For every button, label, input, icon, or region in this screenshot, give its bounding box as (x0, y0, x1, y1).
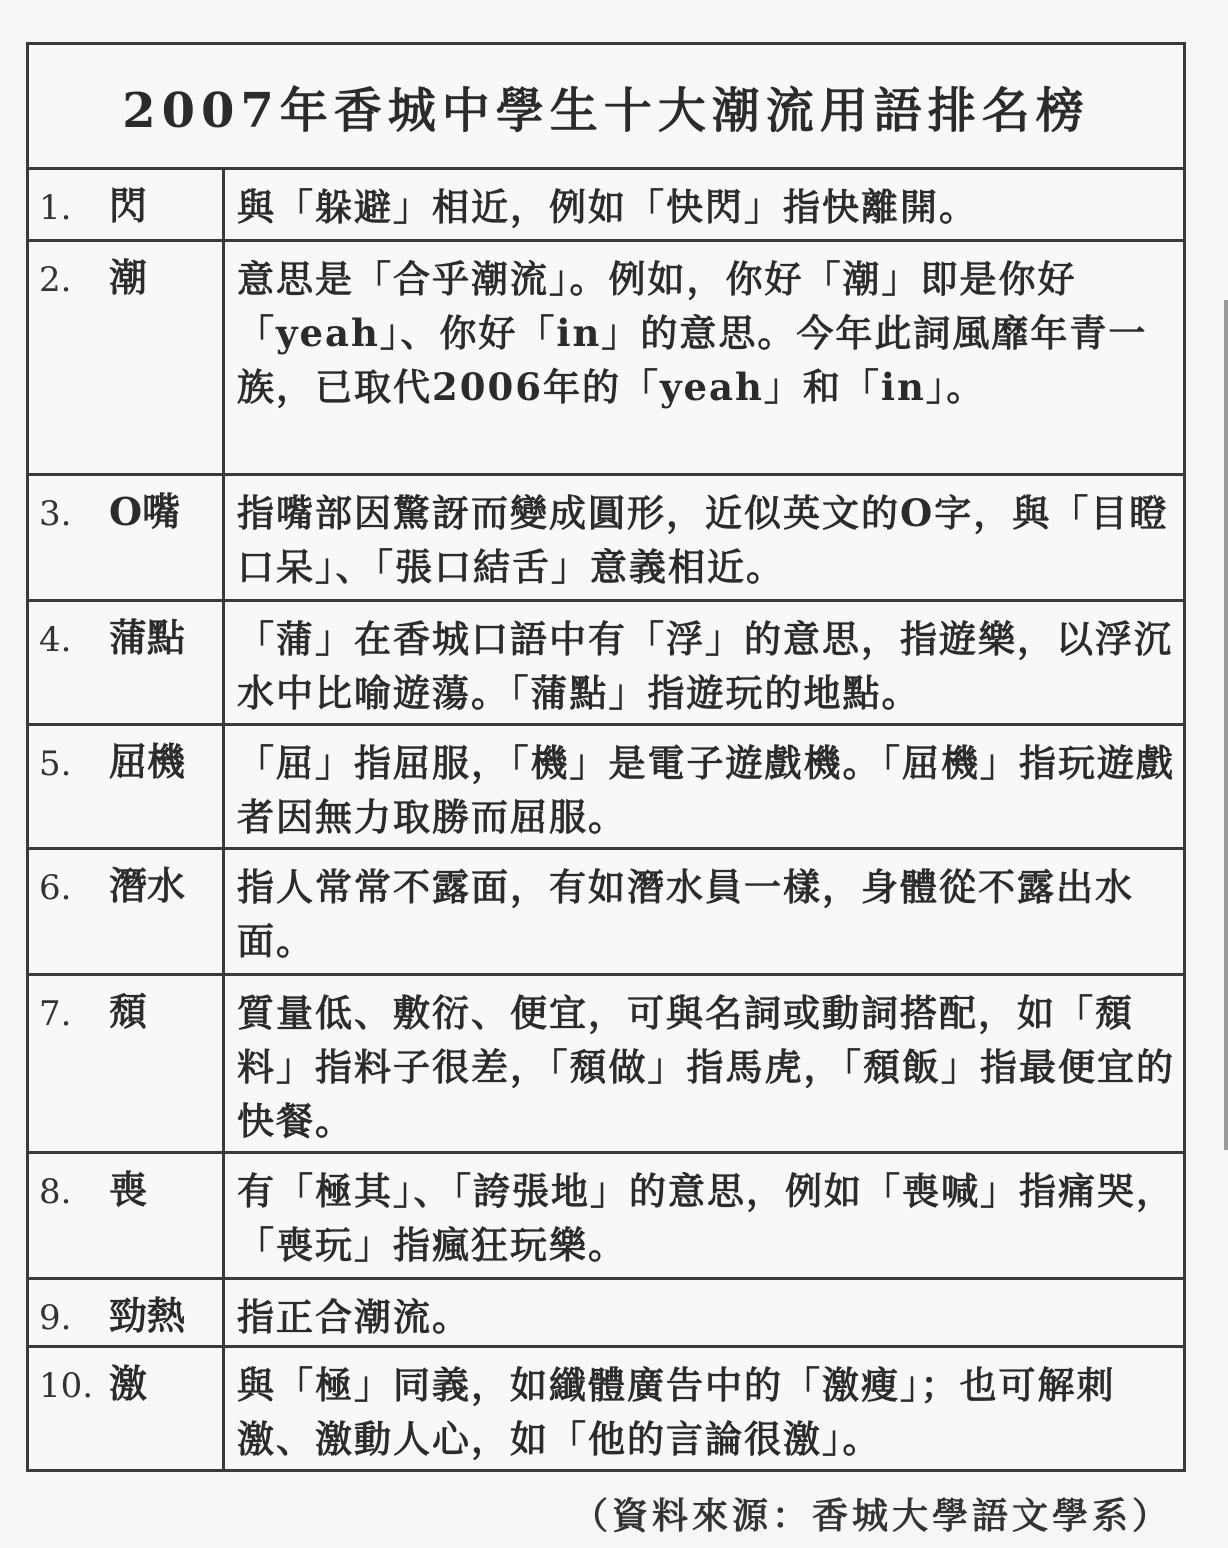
rank-number: 1. (39, 188, 72, 228)
definition-cell: 指正合潮流。 (237, 1295, 471, 1339)
table-row (29, 242, 1183, 476)
definition-cell: 有「極其」、「誇張地」的意思，例如「喪喊」指痛哭，「喪玩」指瘋狂玩樂。 (237, 1169, 1175, 1267)
table-row (29, 976, 1183, 1154)
term-word: 喪 (109, 1167, 148, 1212)
definition-cell: 「屈」指屈服，「機」是電子遊戲機。「屈機」指玩遊戲者因無力取勝而屈服。 (237, 741, 1175, 839)
term-cell (29, 850, 225, 973)
rank-number: 6. (39, 868, 72, 908)
definition-cell: 與「極」同義，如纖體廣告中的「激瘦」；也可解刺激、激動人心，如「他的言論很激」。 (237, 1363, 1116, 1461)
table-row (29, 1154, 1183, 1280)
term-cell (29, 170, 225, 239)
definition-cell: 意思是「合乎潮流」。例如，你好「潮」即是你好「yeah」、你好「in」的意思。今年此詞風靡年青一族，已取代2006年的「yeah」和「in」。 (237, 257, 1148, 409)
term-word: 閃 (109, 183, 148, 228)
term-word: 潛水 (109, 863, 186, 908)
table-row (29, 1280, 1183, 1348)
rank-number: 2. (39, 260, 72, 300)
rank-number: 7. (39, 994, 72, 1034)
term-cell (29, 976, 225, 1151)
term-cell (29, 726, 225, 847)
table-row (29, 476, 1183, 602)
definition-cell: 質量低、敷衍、便宜，可與名詞或動詞搭配，如「頹料」指料子很差，「頹做」指馬虎，「頹飯」指最便宜的快餐。 (237, 991, 1175, 1143)
source-note: （資料來源：香城大學語文學系） (571, 1495, 1172, 1537)
term-word: 勁熱 (109, 1293, 186, 1338)
rank-number: 3. (39, 494, 72, 534)
term-word: 頹 (109, 989, 148, 1034)
table-row (29, 850, 1183, 976)
rank-number: 8. (39, 1172, 72, 1212)
rank-number: 9. (39, 1298, 72, 1338)
rank-number: 5. (39, 744, 72, 784)
definition-cell: 與「躲避」相近，例如「快閃」指快離開。 (237, 185, 978, 229)
term-cell (29, 1280, 225, 1345)
table-row (29, 170, 1183, 242)
term-cell (29, 1348, 225, 1469)
term-cell (29, 476, 225, 599)
rank-number: 10. (39, 1366, 94, 1406)
rank-number: 4. (39, 620, 72, 660)
term-word: O嘴 (109, 489, 181, 534)
definition-cell: 指嘴部因驚訝而變成圓形，近似英文的O字，與「目瞪口呆」、「張口結舌」意義相近。 (237, 491, 1169, 589)
page-edge-divider (1224, 300, 1228, 1150)
table-row (29, 602, 1183, 726)
term-word: 蒲點 (109, 615, 186, 660)
term-cell (29, 242, 225, 473)
table-header (29, 45, 1183, 170)
term-word: 激 (109, 1361, 148, 1406)
term-word: 潮 (109, 255, 148, 300)
definition-cell: 「蒲」在香城口語中有「浮」的意思，指遊樂，以浮沉水中比喻遊蕩。「蒲點」指遊玩的地點。 (237, 617, 1173, 715)
term-cell (29, 1154, 225, 1277)
definition-cell: 指人常常不露面，有如潛水員一樣，身體從不露出水面。 (237, 865, 1134, 963)
table-row (29, 726, 1183, 850)
table-row (29, 1348, 1183, 1472)
ranking-table (26, 42, 1186, 1472)
table-title: 2007年香城中學生十大潮流用語排名榜 (122, 82, 1090, 139)
term-word: 屈機 (109, 739, 186, 784)
term-cell (29, 602, 225, 723)
